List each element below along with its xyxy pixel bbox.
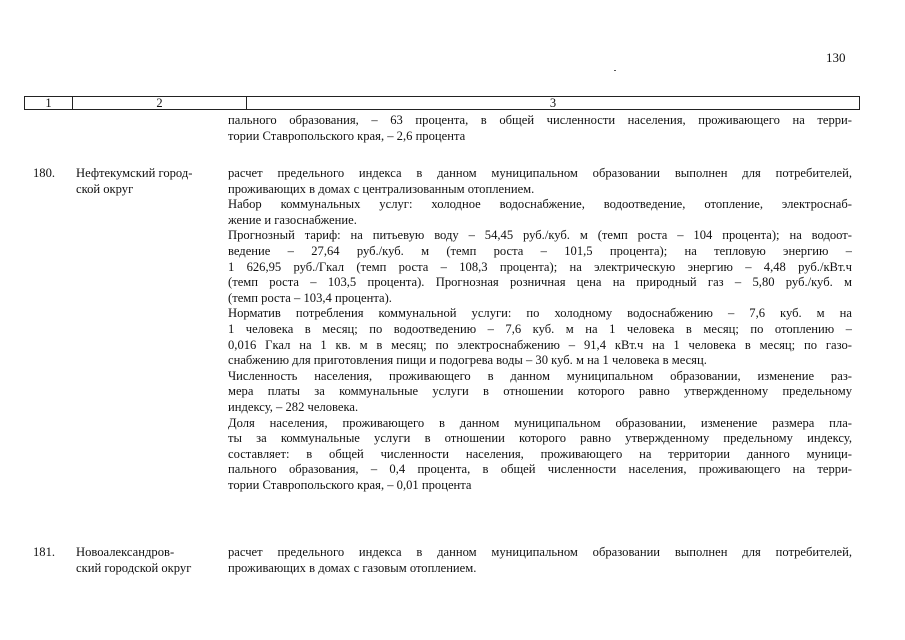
- entry-name-line: Новоалександров-: [76, 545, 175, 559]
- entry-name-line: Нефтекумский город-: [76, 166, 193, 180]
- entry-line: 1 человека в месяц; по водоотведению – 7,6 куб. м на 1 человека в месяц; по отоплению –: [228, 321, 852, 336]
- entry-line: расчет предельного индекса в данном муниципальном образовании выполнен для потребителей,: [228, 166, 852, 180]
- entry-181-text: [228, 545, 852, 576]
- continuation-line: пального образования, – 63 процента, в общей численности населения, проживающего на терри-: [228, 113, 852, 127]
- entry-line: ведение – 27,64 руб./куб. м (темп роста – 101,5 процента); на тепловую энергию –: [228, 243, 852, 258]
- entry-line: проживающих в домах с газовым отоплением.: [228, 560, 477, 575]
- entry-line: (темп роста – 103,4 процента).: [228, 290, 392, 305]
- entry-181-name: [76, 545, 226, 576]
- entry-line: жение и газоснабжение.: [228, 212, 357, 227]
- entry-line: мера платы за коммунальные услуги в отношении которого равно утвержденному предельному: [228, 384, 852, 399]
- entry-line: индексу, – 282 человека.: [228, 399, 359, 414]
- entry-line: 1 626,95 руб./Гкал (темп роста – 108,3 процента); на электрическую энергию – 4,48 руб./кВт.ч: [228, 259, 852, 274]
- entry-name-line: ский городской округ: [76, 560, 192, 575]
- entry-name-line: ской округ: [76, 181, 134, 196]
- entry-line: расчет предельного индекса в данном муниципальном образовании выполнен для потребителей,: [228, 545, 852, 559]
- scan-dot: [614, 70, 616, 71]
- entry-line: проживающих в домах с централизованным отоплением.: [228, 181, 535, 196]
- header-cell-2: 2: [156, 96, 163, 110]
- entry-line: Доля населения, проживающего в данном муниципальном образовании, изменение размера пла-: [228, 415, 852, 430]
- entry-line: Набор коммунальных услуг: холодное водоснабжение, водоотведение, отопление, электроснаб-: [228, 197, 852, 212]
- entry-180-number: 180.: [33, 166, 56, 180]
- entry-line: тории Ставропольского края, – 0,01 процента: [228, 477, 472, 492]
- entry-180-text: [228, 166, 852, 493]
- header-cell-3: 3: [549, 96, 557, 110]
- entry-line: снабжению для приготовления пищи и подогрева воды – 30 куб. м на 1 человека в месяц.: [228, 353, 707, 368]
- entry-181-number: 181.: [33, 545, 56, 559]
- continuation-text: [228, 113, 852, 144]
- continuation-line: тории Ставропольского края, – 2,6 процента: [228, 128, 466, 143]
- entry-line: ты за коммунальные услуги в отношении которого равно утвержденному предельному индексу,: [228, 431, 852, 446]
- entry-line: Численность населения, проживающего в данном муниципальном образовании, изменение раз-: [228, 368, 852, 383]
- page-number: 130: [826, 50, 846, 65]
- header-cell-1: 1: [45, 96, 52, 110]
- entry-line: составляет: в общей численности населения, проживающего на территории данного муници-: [228, 446, 852, 461]
- table-header-row: [24, 96, 860, 110]
- entry-line: пального образования, – 0,4 процента, в общей численности населения, проживающего на терри-: [228, 462, 852, 477]
- entry-line: Прогнозный тариф: на питьевую воду – 54,45 руб./куб. м (темп роста – 104 процента); на водоот-: [228, 228, 852, 243]
- entry-line: 0,016 Гкал на 1 кв. м в месяц; по электроснабжению – 91,4 кВт.ч на 1 человека в месяц; по газо-: [228, 337, 852, 352]
- entry-180-name: [76, 166, 226, 197]
- entry-line: (темп роста – 103,5 процента). Прогнозная розничная цена на природный газ – 5,80 руб./куб. м: [228, 275, 852, 290]
- entry-line: Норматив потребления коммунальной услуги: по холодному водоснабжению – 7,6 куб. м на: [228, 306, 852, 321]
